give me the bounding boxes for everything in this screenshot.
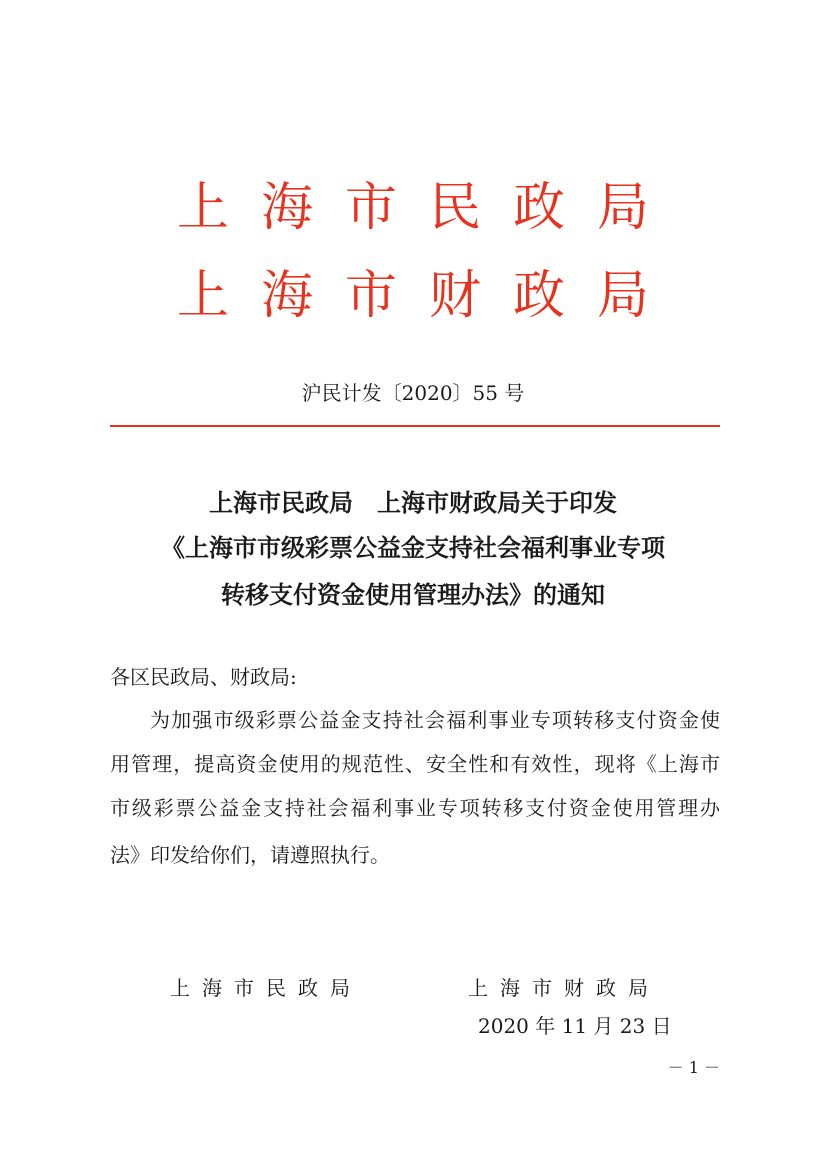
body-text-line-1: 为加强市级彩票公益金支持社会福利事业专项转移支付资金使 xyxy=(150,708,720,732)
issuer-header-finance: 上海市财政局 xyxy=(176,266,681,326)
salutation: 各区民政局、财政局: xyxy=(110,665,297,689)
issue-date: 2020 年 11 月 23 日 xyxy=(478,1014,672,1038)
document-number: 沪民计发〔2020〕55 号 xyxy=(301,381,525,405)
body-text-line-4: 法》印发给你们，请遵照执行。 xyxy=(110,843,390,867)
page-number: － 1 － xyxy=(667,1058,720,1077)
document-title-line-2: 《上海市市级彩票公益金支持社会福利事业专项 xyxy=(161,534,665,562)
signature-finance: 上海市财政局 xyxy=(468,976,660,1000)
document-title-line-3: 转移支付资金使用管理办法》的通知 xyxy=(221,581,605,609)
red-divider-line xyxy=(110,425,720,427)
issuer-header-civil-affairs: 上海市民政局 xyxy=(176,178,681,238)
document-title-line-1: 上海市民政局 上海市财政局关于印发 xyxy=(209,489,617,517)
body-text-line-2: 用管理，提高资金使用的规范性、安全性和有效性，现将《上海市 xyxy=(110,752,720,776)
body-text-line-3: 市级彩票公益金支持社会福利事业专项转移支付资金使用管理办 xyxy=(110,796,720,820)
signature-civil-affairs: 上海市民政局 xyxy=(170,976,362,1000)
